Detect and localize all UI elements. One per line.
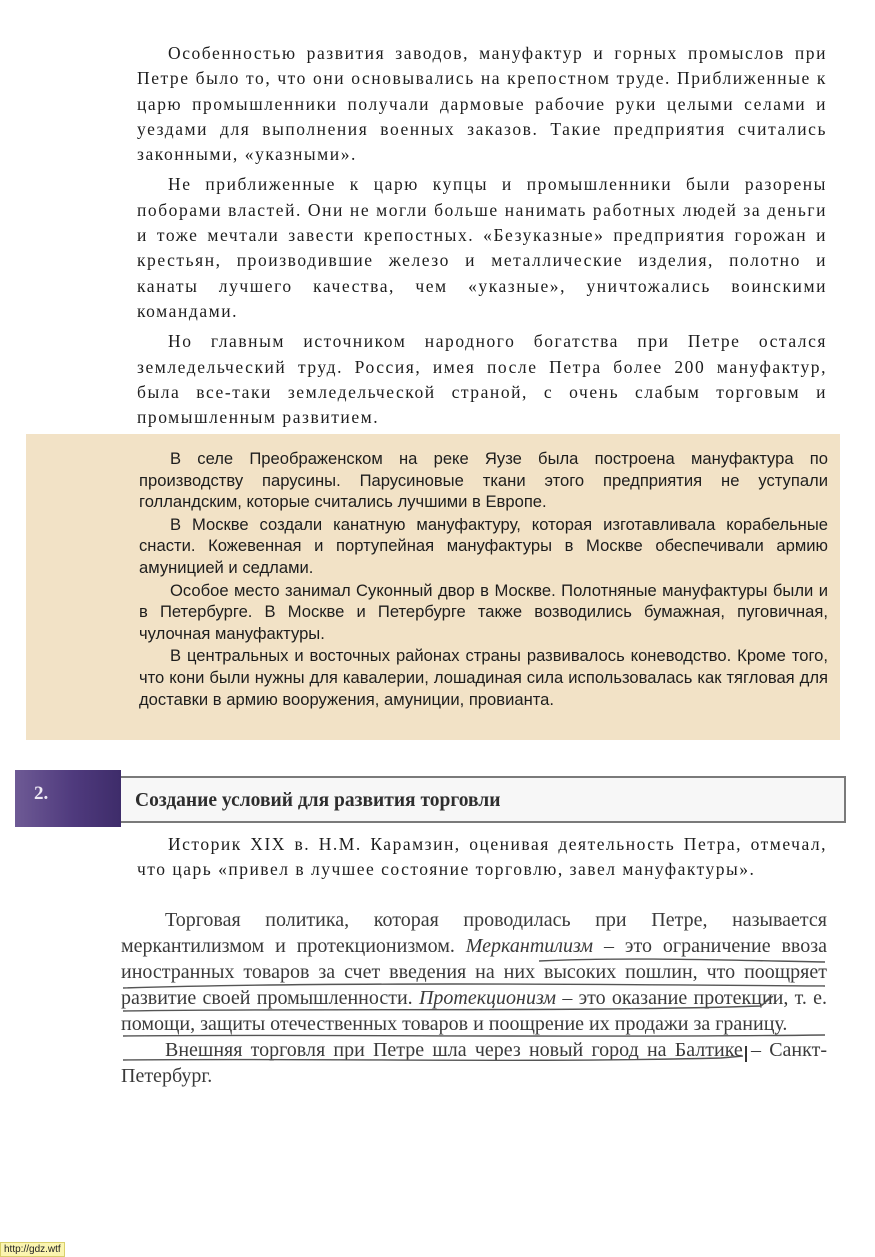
manufactures-info-box bbox=[26, 434, 840, 740]
intro-text bbox=[137, 41, 827, 435]
protectionism-definition: – это оказание протекции, т. е. помощи, защиты отечественных товаров и поощрение их продажи за границу. bbox=[121, 987, 828, 1035]
intro-paragraph-1: Особенностью развития заводов, мануфактур и горных промыслов при Петре было то, что они основывались на крепостном труде. Приближенные к царю промышленники получали дармовые рабочие руки целыми селами и уездами для выполнения военных заказов. Такие предприятия считались законными, «указными». bbox=[137, 43, 827, 165]
mercantilism-definition: – это ограничение ввоза иностранных товаров за счет введения на них высоких пошлин, что поощряет развитие своей промышленности. bbox=[121, 935, 828, 1009]
trade-policy-paragraph bbox=[121, 907, 827, 1037]
info-paragraph-4: В центральных и восточных районах страны развивалось коневодство. Кроме того, что кони были нужны для кавалерии, лошадиная сила использовалась как тягловая для доставки в армию вооружения, амуниции, провианта. bbox=[139, 646, 828, 709]
info-paragraph-3: Особое место занимал Суконный двор в Москве. Полотняные мануфактуры были и в Петербурге. В Москве и Петербурге также возводились бумажная, пуговичная, чулочная мануфактуры. bbox=[139, 580, 828, 643]
info-paragraph-1: В селе Преображенском на реке Яузе была построена мануфактура по производству парусины. Парусиновые ткани этого предприятия не уступали голландским, которые считались лучшими в Европе. bbox=[139, 449, 828, 512]
section-header bbox=[15, 770, 846, 827]
info-paragraph-2: В Москве создали канатную мануфактуру, которая изготавливала корабельные снасти. Кожевенная и портупейная мануфактуры в Москве обеспечивали армию амуницией и седлами. bbox=[139, 514, 828, 577]
baltic-paragraph: Внешняя торговля при Петре шла через новый город на Балтике – Санкт-Петербург. bbox=[121, 1039, 827, 1087]
karamzin-text bbox=[137, 832, 827, 883]
karamzin-paragraph: Историк XIX в. Н.М. Карамзин, оценивая деятельность Петра, отмечал, что царь «привел в лучшее состояние торговлю, завел мануфактуры». bbox=[137, 834, 827, 880]
watermark-link[interactable]: http://gdz.wtf bbox=[0, 1242, 65, 1257]
section-number: 2. bbox=[34, 783, 49, 804]
scanned-text bbox=[121, 907, 827, 1089]
section-title-bar bbox=[121, 776, 846, 823]
intro-paragraph-2: Не приближенные к царю купцы и промышленники были разорены поборами властей. Они не могли больше нанимать работных людей за деньги и тоже мечтали завести крепостных. «Безуказные» предприятия горожан и крестьян, производившие железо и металлические изделия, полотно и канаты лучшего качества, чем «указные», уничтожались воинскими командами. bbox=[137, 174, 827, 321]
info-box-text bbox=[139, 448, 828, 711]
protectionism-term: Протекционизм bbox=[418, 987, 557, 1009]
section-title: Создание условий для развития торговли bbox=[135, 790, 501, 811]
section-number-block bbox=[15, 770, 121, 827]
trade-policy-lead: Торговая политика, которая проводилась при Петре, называется меркантилизмом и протекционизмом. bbox=[121, 909, 827, 957]
intro-paragraph-3: Но главным источником народного богатства при Петре остался земледельческий труд. Россия, имея после Петра более 200 мануфактур, была все-таки земледельческой страной, с очень слабым торговым и промышленным развитием. bbox=[137, 331, 827, 428]
mercantilism-term: Меркантилизм bbox=[465, 935, 594, 957]
